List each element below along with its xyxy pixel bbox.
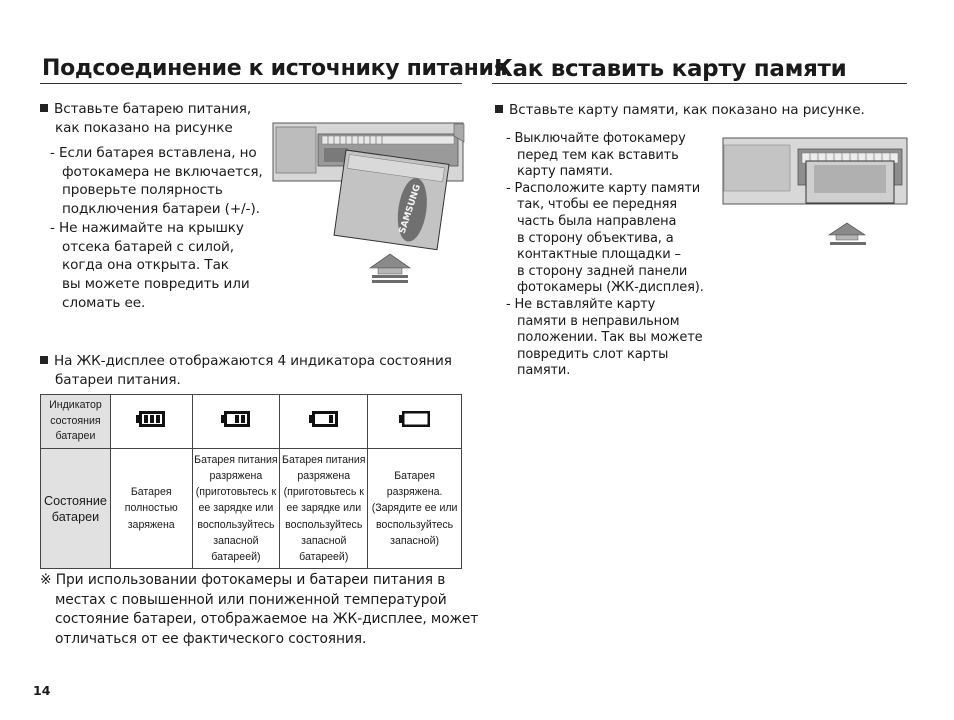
- table-row: [41, 395, 462, 449]
- state-empty-cell: Батарея разряжена. (Зарядите ее или воспользуйтесь запасной): [368, 449, 462, 569]
- title-underline-right: [492, 83, 907, 84]
- page-number: 14: [33, 683, 51, 698]
- insert-arrow-icon: [829, 223, 866, 245]
- indicator-two-bars-cell: [192, 395, 280, 449]
- indicator-header-cell: Индикатор состояния батареи: [41, 395, 111, 449]
- battery-status-table: [40, 394, 462, 569]
- bullet-square-icon: [40, 356, 48, 364]
- table-row: [41, 449, 462, 569]
- state-full-cell: Батарея полностью заряжена: [110, 449, 192, 569]
- bullet-insert-battery: Вставьте батарею питания, как показано на рисунке: [40, 100, 251, 137]
- memory-card-insertion-illustration: [722, 137, 910, 253]
- bullet-square-icon: [40, 104, 48, 112]
- bullet-battery-indicators: На ЖК-дисплее отображаются 4 индикатора состояния батареи питания.: [40, 352, 452, 389]
- battery-brand-label: SAMSUNG: [397, 183, 424, 236]
- bullet-square-icon: [495, 105, 503, 113]
- bullet-insert-card: Вставьте карту памяти, как показано на рисунке.: [495, 101, 865, 120]
- battery-notes: - Если батарея вставлена, но фотокамера не включается, проверьте полярность подключения батареи (+/-). - Не нажимайте на крышку отсека батарей с силой, когда она открыта. Так вы можете повредить или сломать ее.: [50, 145, 263, 311]
- indicator-one-bar-cell: [280, 395, 368, 449]
- memory-card-notes: - Выключайте фотокамеру перед тем как вставить карту памяти. - Расположите карту памяти так, чтобы ее передняя часть была направлена в сторону объектива, а контактные площадки – в сторону задней панели фотокамеры (ЖК-дисплея). - Не вставляйте карту памяти в неправильном положении. Так вы можете повредить слот карты памяти.: [506, 131, 704, 379]
- battery-empty-icon: [399, 410, 431, 428]
- indicator-empty-cell: [368, 395, 462, 449]
- state-low-cell: Батарея питания разряжена (приготовьтесь к ее зарядке или воспользуйтесь запасной батареей): [192, 449, 280, 569]
- battery-insertion-illustration: [272, 122, 466, 288]
- indicator-full-cell: [110, 395, 192, 449]
- section-title-memory-card: Как вставить карту памяти: [494, 56, 847, 82]
- insert-arrow-icon: [370, 254, 410, 283]
- battery-two-bars-icon: [221, 410, 251, 428]
- temperature-footnote: ※ При использовании фотокамеры и батареи питания в местах с повышенной или пониженной температурой состояние батареи, отображаемое на ЖК-дисплее, может отличаться от ее фактического состояния.: [40, 572, 479, 647]
- section-title-power: Подсоединение к источнику питания: [42, 56, 508, 81]
- battery-one-bar-icon: [309, 410, 339, 428]
- state-header-cell: Состояние батареи: [41, 449, 111, 569]
- title-underline-left: [40, 83, 462, 84]
- state-lower-cell: Батарея питания разряжена (приготовьтесь к ее зарядке или воспользуйтесь запасной батареей): [280, 449, 368, 569]
- battery-full-icon: [136, 410, 166, 428]
